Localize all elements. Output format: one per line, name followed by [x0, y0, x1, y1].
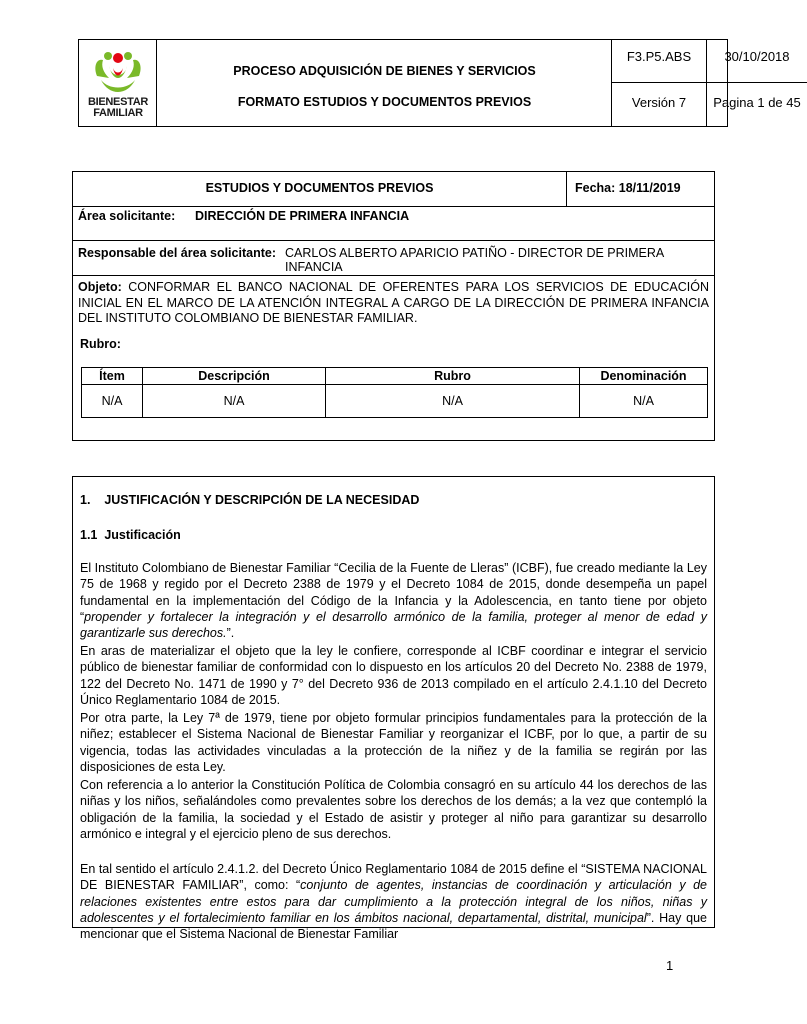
objeto-label: Objeto:	[78, 280, 122, 294]
process-title: PROCESO ADQUISICIÓN DE BIENES Y SERVICIOS	[233, 64, 536, 78]
rubro-col-descripcion	[143, 368, 326, 417]
rubro-header-item: Ítem	[99, 369, 125, 383]
rubro-col-item	[82, 368, 143, 417]
rubro-table	[81, 367, 708, 418]
rubro-col-denominacion	[580, 368, 707, 417]
bienestar-familiar-logo-icon	[79, 46, 157, 102]
responsable-row	[73, 241, 714, 276]
rubro-cell-rubro: N/A	[442, 394, 463, 408]
document-date: 30/10/2018	[707, 40, 807, 83]
paragraph-3: Por otra parte, la Ley 7ª de 1979, tiene por objeto formular principios fundamentales para la protección de la niñez; establecer el Sistema Nacional de Bienestar Familiar y reorganizar el ICBF, por lo que, a partir de su vigencia, todas las actividades vinculadas a la protección de la niñez y de la familia se regirán por las disposiciones de esta Ley.	[80, 711, 707, 774]
rubro-label: Rubro:	[80, 337, 121, 351]
logo-text-line1: BIENESTAR	[87, 96, 149, 108]
paragraph-4: Con referencia a lo anterior la Constitución Política de Colombia consagró en su artículo 44 los derechos de las niñas y los niños, señalándoles como prevalentes sobre los derechos de los demás; a la vez que contempló la obligación de la familia, la sociedad y el Estado de asistir y proteger al niño para garantizar su desarrollo armónico e integral y el ejercicio pleno de sus derechos.	[80, 778, 707, 841]
justificacion-box	[72, 476, 715, 942]
paragraph-1-end: ”.	[226, 626, 235, 641]
estudios-box	[72, 171, 715, 441]
objeto-value: CONFORMAR EL BANCO NACIONAL DE OFERENTES PARA LOS SERVICIOS DE EDUCACIÓN INICIAL EN EL MARCO DE LA ATENCIÓN INTEGRAL A CARGO DE LA DIRECCIÓN DE PRIMERA INFANCIA DEL INSTITUTO COLOMBIANO DE BIENESTAR FAMILIAR.	[78, 280, 709, 325]
logo-cell	[79, 40, 157, 126]
rubro-cell-denominacion: N/A	[633, 394, 654, 408]
estudios-heading: ESTUDIOS Y DOCUMENTOS PREVIOS	[205, 181, 434, 195]
heading-divider	[566, 172, 567, 206]
paragraph-1-text: El Instituto Colombiano de Bienestar Familiar “Cecilia de la Fuente de Lleras” (ICBF), fue creado mediante la Ley 75 de 1968 y regido por el Decreto 2388 de 1979 y el Decreto 1084 de 2015, donde desempeña un papel fundamental en la implementación del Código de la Infancia y la Adolescencia, en tanto tiene por objeto “	[80, 561, 707, 624]
paragraph-5-end: ”. Hay que mencionar que el Sistema Nacional de Bienestar Familiar	[80, 910, 707, 942]
section-heading: 1. JUSTIFICACIÓN Y DESCRIPCIÓN DE LA NECESIDAD	[80, 493, 420, 507]
area-label: Área solicitante:	[78, 209, 176, 223]
logo-text-line2: FAMILIAR	[93, 107, 143, 119]
paragraph-5-quote: conjunto de agentes, instancias de coordinación y articulación y de relaciones existentes entre estos para dar cumplimiento a la protección integral de los niños, niñas y adolescentes y el fortalecimiento familiar en los ámbitos nacional, departamental, distrital, municipal	[80, 878, 707, 925]
rubro-col-rubro	[326, 368, 580, 417]
rubro-header-denominacion: Denominación	[600, 369, 687, 383]
page-number: 1	[666, 958, 674, 973]
paragraph-1	[80, 560, 707, 641]
paragraph-5-text: En tal sentido el artículo 2.4.1.2. del Decreto Único Reglamentario 1084 de 2015 define el “SISTEMA NACIONAL DE BIENESTAR FAMILIAR”, como: “	[80, 862, 707, 893]
rubro-cell-descripcion: N/A	[223, 394, 245, 408]
paragraph-2: En aras de materializar el objeto que la ley le confiere, corresponde al ICBF coordinar e integrar el servicio público de bienestar familiar de conformidad con lo dispuesto en los artículos 20 del Decreto No. 2388 de 1979, 122 del Decreto No. 1471 de 1990 y 7° del Decreto 936 de 2013 compilado en el artículo 2.4.1.10 del Decreto Único Reglamentario 1084 de 2015.	[80, 644, 707, 707]
paragraph-5	[80, 861, 707, 942]
objeto-text	[78, 280, 709, 327]
document-version: Versión 7	[612, 83, 707, 126]
format-title: FORMATO ESTUDIOS Y DOCUMENTOS PREVIOS	[237, 95, 532, 109]
fecha: Fecha: 18/11/2019	[575, 181, 681, 195]
section-subheading: 1.1 Justificación	[80, 528, 181, 542]
paragraph-1-quote: propender y fortalecer la integración y el desarrollo armónico de la familia, proteger al menor de edad y garantizarle sus derechos.	[80, 609, 707, 641]
header-titles	[157, 40, 612, 126]
document-header	[78, 39, 801, 127]
responsable-label: Responsable del área solicitante:	[78, 246, 276, 260]
document-code: F3.P5.ABS	[612, 40, 707, 83]
estudios-heading-row	[73, 172, 714, 207]
rubro-header-descripcion: Descripción	[198, 369, 270, 383]
responsable-value: CARLOS ALBERTO APARICIO PATIÑO - DIRECTOR DE PRIMERA INFANCIA	[285, 246, 664, 274]
area-value: DIRECCIÓN DE PRIMERA INFANCIA	[195, 209, 410, 223]
page-count: Pagina 1 de 45	[713, 95, 801, 110]
area-row	[73, 207, 714, 241]
rubro-cell-item: N/A	[101, 394, 123, 408]
rubro-header-rubro: Rubro	[434, 369, 471, 383]
